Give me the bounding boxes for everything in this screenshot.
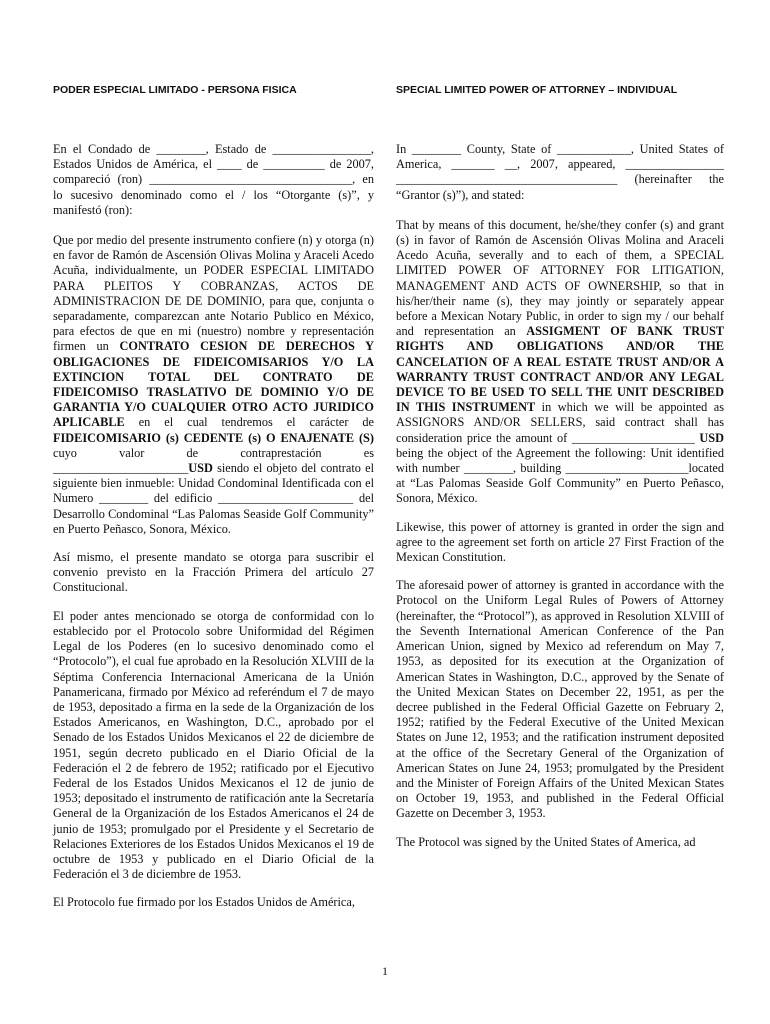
english-paragraph-grant <box>396 218 724 507</box>
spanish-paragraph-article27: Así mismo, el presente mandato se otorga para suscribir el convenio previsto en la Fracción Primera del artículo 27 Constitucional. <box>53 550 374 595</box>
english-building-text: building ____________________located at “Las Palomas Seaside Golf Community” en Puerto Peñasco, Sonora, México. <box>396 461 724 506</box>
english-contract-type: ASSIGMENT OF BANK TRUST RIGHTS AND OBLIGATIONS AND/OR THE CANCELATION OF A REAL ESTATE TRUST AND/OR A WARRANTY TRUST CONTRACT AND/OR ANY LEGAL DEVICE TO BE USED TO SELL THE UNIT DESCRIBED IN THIS INSTRUMENT <box>396 324 725 415</box>
spanish-currency: USD <box>188 461 213 476</box>
page-number: 1 <box>382 964 388 978</box>
spanish-paragraph-grant <box>53 233 374 537</box>
english-paragraph-appearance: In ________ County, State of ____________, United States of America, _______ __, 2007, appeared, ________________ ____________________________________ (hereinafter the “Grantor (s)”), and stated: <box>396 142 724 202</box>
spanish-grantor-role: FIDEICOMISARIO (s) CEDENTE (s) O ENAJENATE (S) <box>53 430 374 445</box>
english-currency: USD <box>699 430 724 445</box>
spanish-contract-type: CONTRATO CESION DE DERECHOS Y OBLIGACIONES DE FIDEICOMISARIOS Y/O LA EXTINCION TOTAL DEL CONTRATO DE FIDEICOMISO TRASLATIVO DE DOMINIO Y/O DE GARANTIA Y/O CUALQUIER OTRO ACTO JURIDICO APLICABLE <box>53 339 375 430</box>
english-column <box>396 142 724 863</box>
spanish-paragraph-protocol: El poder antes mencionado se otorga de conformidad con lo establecido por el Protocolo sobre Uniformidad del Régimen Legal de los Poderes (en lo sucesivo denominado como el “Protocolo”), el cual fue aprobado en la Resolución XLVIII de la Séptima Conferencia Internacional Americana de la Unión Panamericana, firmado por México ad referéndum el 7 de mayo de 1953, depositado a firma en la sede de la Organización de los Estados Americanos, en Washington, D.C., aprobado por el Senado de los Estados Unidos Mexicanos el 22 de diciembre de 1951, según decreto publicado en el Diario Oficial de la Federación el 2 de febrero de 1952; ratificado por el Ejecutivo Federal de los Estados Unidos Mexicanos el 12 de junio de 1953; depositado el instrumento de ratificación ante la Secretaría General de la Organización de los Estados Americanos el 24 de junio de 1953; promulgado por el Presidente y el Secretario de Relaciones Exteriores de los Estados Unidos Mexicanos el 19 de octubre de 1953 y publicado en el Diario Oficial de la Federación el 3 de diciembre de 1953. <box>53 608 374 882</box>
spanish-consideration-text: cuyo valor de contraprestación es ______________________ <box>53 445 374 476</box>
english-grant-text-a: That by means of this document, he/she/they confer (s) and grant (s) in favor of Ramón de Ascensión Olivas Molina and Araceli Acedo Acuña, severally and to each of them, a SPECIAL LIMITED POWER OF ATTORNEY FOR LITIGATION, MANAGEMENT AND ACTS OF OWNERSHIP, so that in his/her/their name (s), they may jointly or separately appear before a Mexican Notary Public, in order to sign my / our behalf and representation an <box>396 217 724 339</box>
spanish-paragraph-appearance: En el Condado de ________, Estado de ________________, Estados Unidos de América, el ____ de __________ de 2007, compareció (ron) _________________________________, en lo sucesivo denominado como el / los “Otorgante (s)”, y manifestó (ron): <box>53 142 374 217</box>
english-object-text: being the object of the Agreement the following: Unit identified with number ________, <box>396 445 724 476</box>
english-paragraph-protocol-signed: The Protocol was signed by the United States of America, ad <box>396 834 696 849</box>
spanish-paragraph-protocol-signed: El Protocolo fue firmado por los Estados Unidos de América, <box>53 895 355 910</box>
spanish-title: PODER ESPECIAL LIMITADO - PERSONA FISICA <box>53 84 297 96</box>
english-paragraph-article27: Likewise, this power of attorney is granted in order the sign and agree to the agreement set forth on article 27 First Fraction of the Mexican Constitution. <box>396 519 724 565</box>
english-paragraph-protocol: The aforesaid power of attorney is granted in accordance with the Protocol on the Uniform Legal Rules of Powers of Attorney (hereinafter, the “Protocol”), as approved in Resolution XLVIII of the Seventh International American Conference of the Pan American Union, signed by Mexico ad referendum on May 7, 1953, as deposited for its execution at the Organization of American States in Washington, D.C., approved by the Senate of the United Mexican States on December 22, 1951, as per the decree published in the Federal Official Gazette on February 2, 1952; ratified by the Federal Executive of the United Mexican States on June 12, 1953; and the ratification instrument deposited at the office of the Secretary General of the Organization of American States on June 24, 1953; promulgated by the President and the Minister of Foreign Affairs of the United Mexican States on October 19, 1953, and published in the Federal Official Gazette on December 3, 1953. <box>396 578 724 821</box>
spanish-column <box>53 142 374 924</box>
english-grant-text-c: in which we will be appointed as ASSIGNORS AND/OR SELLERS, said contract shall has consideration price the amount of ____________________ <box>396 400 725 445</box>
spanish-grant-text-c: en el cual tendremos el carácter de <box>138 415 375 430</box>
spanish-grant-text-a: Que por medio del presente instrumento confiere (n) y otorga (n) en favor de Ramón de Ascensión Olivas Molina y Araceli Acedo Acuña, individualmente, un PODER ESPECIAL LIMITADO PARA PLEITOS Y COBRANZAS, ACTOS DE ADMINISTRACION DE DE DOMINIO, para que, conjunta o separadamente, comparezcan ante Notario Publico en México, para efectos de que en mi (nuestro) nombre y representación firmen un <box>53 233 374 354</box>
english-title: SPECIAL LIMITED POWER OF ATTORNEY – INDIVIDUAL <box>396 84 678 96</box>
spanish-property-text: siendo el objeto del contrato el siguiente bien inmueble: Unidad Condominal Identificada con el Numero ________ del edificio ______________________ del Desarrollo Condominal “Las Palomas Seaside Golf Community” en Puerto Peñasco, Sonora, México. <box>53 461 374 536</box>
